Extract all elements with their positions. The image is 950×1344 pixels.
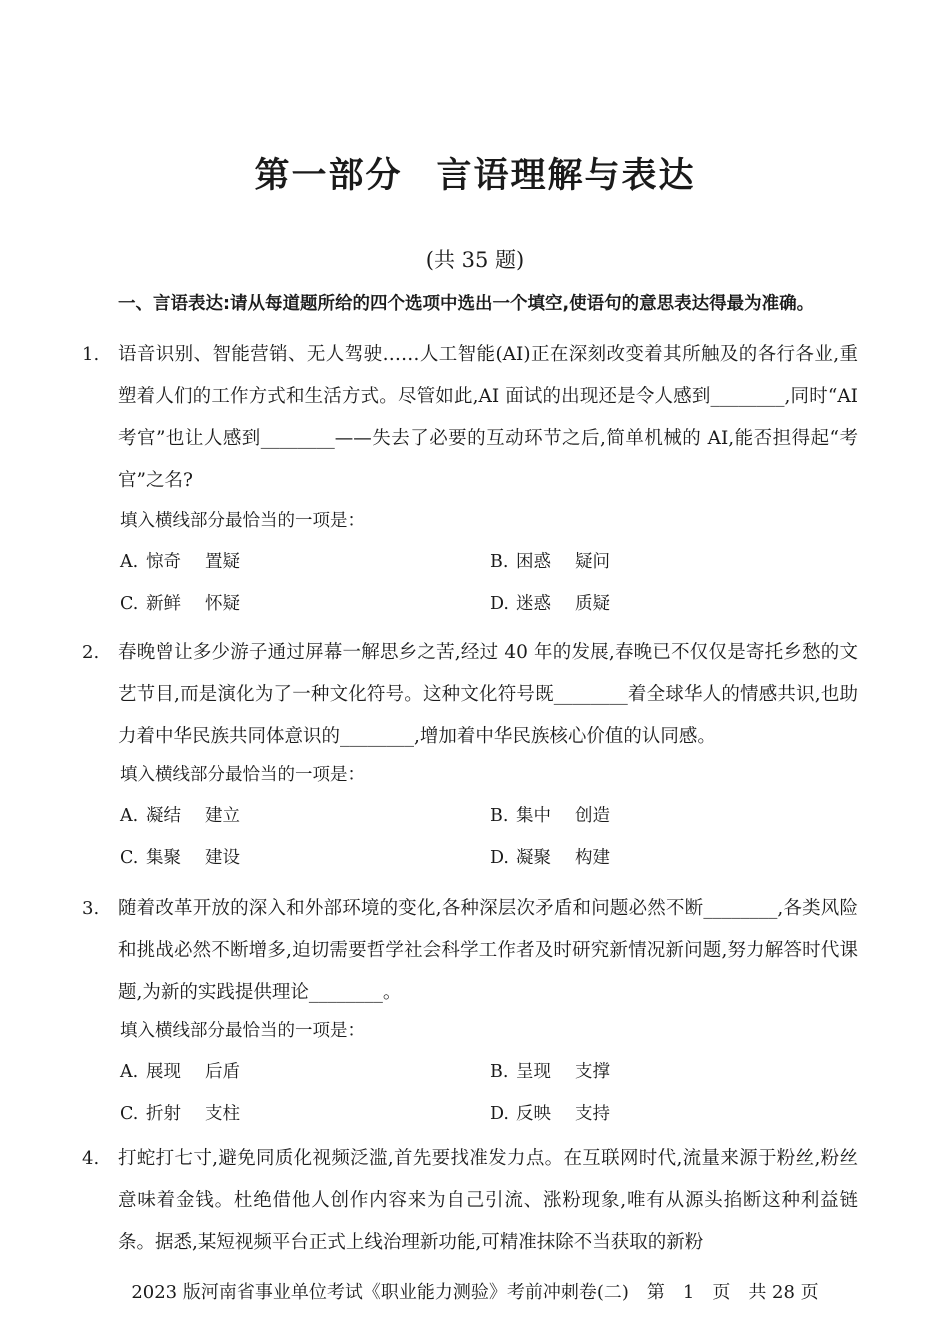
question-count: (共 35 题) bbox=[425, 248, 525, 272]
answer-prompt: 填入横线部分最恰当的一项是： bbox=[120, 765, 365, 785]
question-number: 1. bbox=[82, 344, 100, 365]
option-a: A. 展现 后盾 bbox=[120, 1062, 240, 1082]
option-b: B. 呈现 支撑 bbox=[490, 1062, 610, 1082]
option-a: A. 惊奇 置疑 bbox=[120, 552, 240, 572]
question-text: 语音识别、智能营销、无人驾驶……人工智能(AI)正在深刻改变着其所触及的各行各业,重塑着人们的工作方式和生活方式。尽管如此,AI 面试的出现还是令人感到________,同时“AI 考官”也让人感到________——失去了必要的互动环节之后,简单机械的 AI,能否担得起“考官”之名? bbox=[118, 344, 858, 491]
question-number: 2. bbox=[82, 642, 100, 663]
question-text: 随着改革开放的深入和外部环境的变化,各种深层次矛盾和问题必然不断________,各类风险和挑战必然不断增多,迫切需要哲学社会科学工作者及时研究新情况新问题,努力解答时代课题,为新的实践提供理论________。 bbox=[118, 898, 858, 1003]
option-c: C. 折射 支柱 bbox=[120, 1104, 240, 1124]
part-label: 第一部分 bbox=[254, 156, 403, 196]
option-d: D. 凝聚 构建 bbox=[490, 848, 610, 868]
page-title bbox=[0, 148, 950, 198]
option-b: B. 集中 创造 bbox=[490, 806, 610, 826]
option-c: C. 集聚 建设 bbox=[120, 848, 240, 868]
option-b: B. 困惑 疑问 bbox=[490, 552, 610, 572]
question-text: 打蛇打七寸,避免同质化视频泛滥,首先要找准发力点。在互联网时代,流量来源于粉丝,粉丝意味着金钱。杜绝借他人创作内容来为自己引流、涨粉现象,唯有从源头掐断这种利益链条。据悉,某短视频平台正式上线治理新功能,可精准抹除不当获取的新粉 bbox=[118, 1148, 858, 1253]
question-number: 4. bbox=[82, 1148, 100, 1169]
option-a: A. 凝结 建立 bbox=[120, 806, 240, 826]
section-instruction: 一、言语表达:请从每道题所给的四个选项中选出一个填空,使语句的意思表达得最为准确。 bbox=[118, 294, 815, 314]
option-d: D. 迷惑 质疑 bbox=[490, 594, 610, 614]
answer-prompt: 填入横线部分最恰当的一项是： bbox=[120, 1021, 365, 1041]
question-number: 3. bbox=[82, 898, 100, 919]
option-d: D. 反映 支持 bbox=[490, 1104, 610, 1124]
answer-prompt: 填入横线部分最恰当的一项是： bbox=[120, 511, 365, 531]
section-label: 言语理解与表达 bbox=[436, 156, 696, 196]
question-text: 春晚曾让多少游子通过屏幕一解思乡之苦,经过 40 年的发展,春晚已不仅仅是寄托乡愁的文艺节目,而是演化为了一种文化符号。这种文化符号既________着全球华人的情感共识,也助力着中华民族共同体意识的________,增加着中华民族核心价值的认同感。 bbox=[118, 642, 858, 747]
option-c: C. 新鲜 怀疑 bbox=[120, 594, 240, 614]
page-footer: 2023 版河南省事业单位考试《职业能力测验》考前冲刺卷(二) 第 1 页 共 28 页 bbox=[131, 1282, 819, 1303]
